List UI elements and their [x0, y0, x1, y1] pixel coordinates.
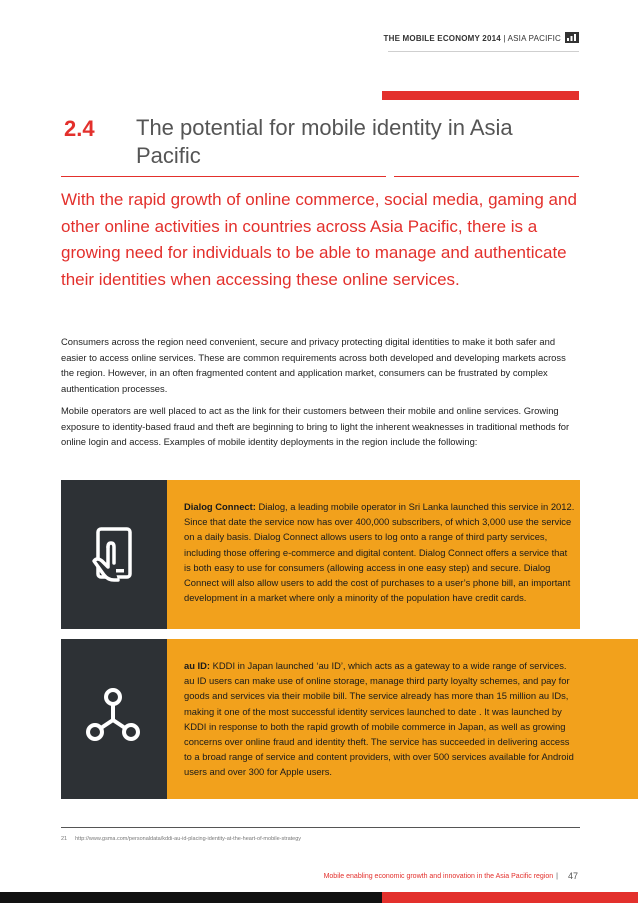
footnote-number: 21: [61, 836, 68, 842]
body-paragraph-2: Mobile operators are well placed to act as the link for their customers between their mobile and online services. Growing exposure to identity-based fraud and theft are beginning to bring to light the inherent weaknesses in traditional methods for online login and access. Examples of mobile identity deployments in the region include the following:: [61, 405, 570, 447]
footnote-rule: [61, 827, 580, 828]
card-1-body: Dialog, a leading mobile operator in Sri Lanka launched this service in 2012. Since that date the service now has over 400,000 subscribers, of which 3,000 use the service on a daily basis. Dialog Connect allows users to log onto a range of third party services, including those offering e-commerce and digital content. Dialog Connect offers a service that is both easy to use for consumers (allowing access in one easy step) and secure. Dialog Connect will also allow users to add the cost of purchases to a user’s phone bill, an important development in a market where only a minority of the population have credit cards.: [184, 501, 575, 604]
bottom-bar-red: [382, 892, 638, 903]
header-rule: [388, 51, 579, 52]
card-2-body: KDDI in Japan launched ‘au ID’, which acts as a gateway to a wide range of services. au ID users can make use of online storage, manage third party loyalty schemes, and pay for goods and services via their mobile bill. The service already has more than 15 million au IDs, making it one of the most successful identity services launched to date . It was launched by KDDI in response to both the rapid growth of mobile commerce in Japan, as well as growing concerns over online fraud and identity theft. The service has succeeded in delivering access to a broad range of service and content providers, with over 500 services available for Android users and over 300 for Apple users.: [184, 660, 574, 778]
header-region: ASIA PACIFIC: [507, 34, 561, 43]
lead-paragraph: With the rapid growth of online commerce, social media, gaming and other online activities in countries across Asia Pacific, there is a growing need for individuals to be able to manage and authenticate their identities when accessing these online services.: [61, 190, 577, 289]
tablet-touch-icon: [82, 523, 144, 585]
footnote: [61, 836, 301, 842]
footer-separator: |: [556, 873, 558, 880]
footer-text: Mobile enabling economic growth and innovation in the Asia Pacific region: [323, 873, 554, 880]
accent-bar: [382, 91, 579, 100]
title-rule-right: [394, 176, 579, 177]
network-nodes-icon: [84, 686, 142, 744]
page-number: 47: [568, 871, 579, 881]
bar-chart-icon: [565, 32, 579, 43]
card-2-text: [184, 658, 576, 780]
bottom-bar-black: [0, 892, 382, 903]
section-title: The potential for mobile identity in Asia Pacific: [136, 115, 513, 168]
header-separator: |: [503, 34, 506, 43]
body-paragraph-1: Consumers across the region need convenient, secure and privacy protecting digital identities to make it both safer and easier to access online services. These are common requirements across both developed and developing markets across the region. However, in an often fragmented content and application market, consumers can be frustrated by complex authentication processes.: [61, 336, 566, 394]
title-rule-left: [61, 176, 386, 177]
publication-title: THE MOBILE ECONOMY 2014: [383, 34, 501, 43]
footer-caption: [324, 873, 558, 880]
card-2-label: au ID:: [184, 660, 211, 671]
footnote-link[interactable]: http://www.gsma.com/personaldata/kddi-au-id-placing-identity-at-the-heart-of-mobile-strategy: [75, 836, 302, 842]
card-1-label: Dialog Connect:: [184, 501, 256, 512]
running-header: [384, 34, 561, 43]
card-1-text: [184, 499, 576, 605]
section-number: 2.4: [64, 116, 95, 141]
